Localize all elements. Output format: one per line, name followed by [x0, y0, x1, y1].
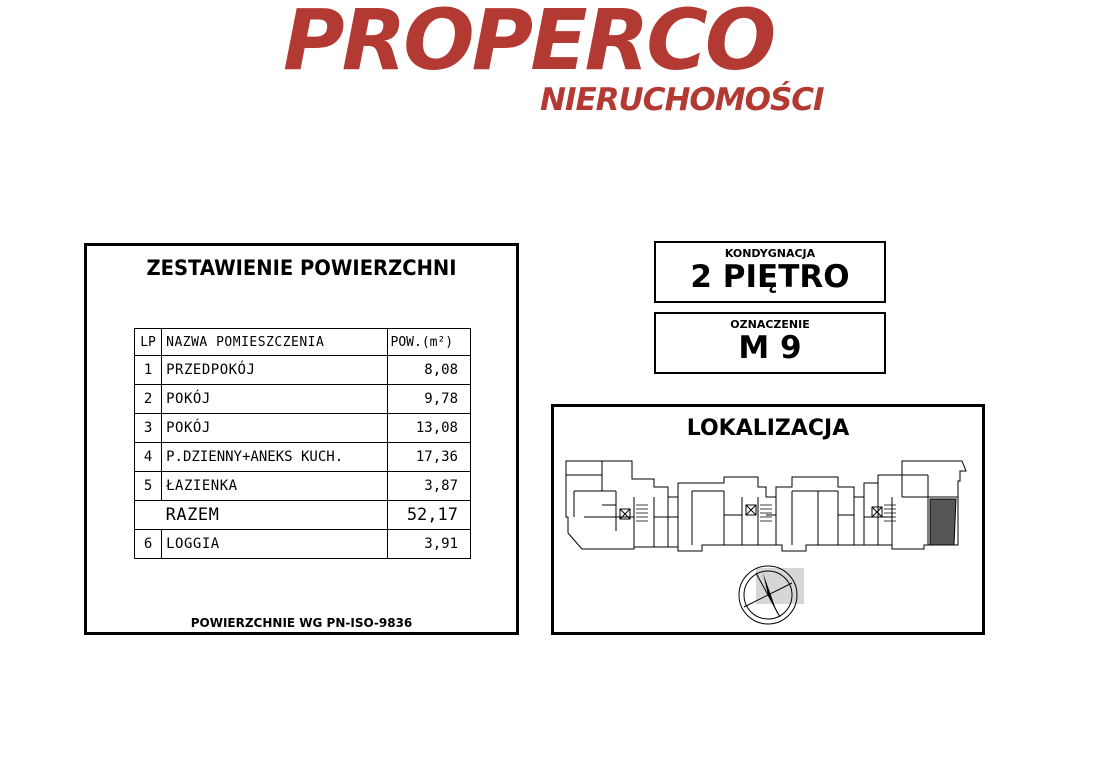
floor-label: KONDYGNACJA [724, 247, 816, 260]
table-row [135, 385, 471, 414]
area-footnote: POWIERZCHNIE WG PN-ISO-9836 [190, 616, 413, 630]
row-area: 3,91 [387, 530, 470, 559]
table-row [135, 414, 471, 443]
north-compass-icon [734, 565, 812, 633]
floor-box [654, 241, 886, 303]
row-lp: 1 [135, 356, 162, 385]
row-area: 9,78 [387, 385, 470, 414]
header-lp: LP [135, 329, 162, 356]
unit-label: OZNACZENIE [730, 318, 810, 331]
table-row [135, 472, 471, 501]
total-label: RAZEM [162, 501, 387, 530]
row-area: 8,08 [387, 356, 470, 385]
brand-logo [283, 0, 828, 89]
total-area: 52,17 [387, 501, 470, 530]
table-header-row [135, 329, 471, 356]
row-room-name: ŁAZIENKA [162, 472, 387, 501]
floor-value: 2 PIĘTRO [690, 259, 850, 295]
unit-box [654, 312, 886, 374]
area-table [134, 328, 471, 559]
row-lp: 4 [135, 443, 162, 472]
table-row [135, 443, 471, 472]
header-room-name: NAZWA POMIESZCZENIA [162, 329, 387, 356]
row-area: 3,87 [387, 472, 470, 501]
unit-value: M 9 [738, 330, 802, 366]
highlighted-unit [930, 499, 956, 545]
header-area: POW.(m²) [387, 329, 470, 356]
building-plan [562, 457, 972, 557]
table-row [135, 356, 471, 385]
row-room-name: POKÓJ [162, 414, 387, 443]
location-panel [551, 404, 985, 635]
total-row [135, 501, 471, 530]
total-lp [135, 501, 162, 530]
row-lp: 6 [135, 530, 162, 559]
location-title: LOKALIZACJA [686, 416, 850, 441]
row-room-name: PRZEDPOKÓJ [162, 356, 387, 385]
brand-logo-text: PROPERCO [283, 0, 774, 89]
area-summary-panel [84, 243, 519, 635]
row-lp: 2 [135, 385, 162, 414]
row-lp: 5 [135, 472, 162, 501]
row-room-name: POKÓJ [162, 385, 387, 414]
row-area: 17,36 [387, 443, 470, 472]
row-area: 13,08 [387, 414, 470, 443]
area-summary-title: ZESTAWIENIE POWIERZCHNI [146, 256, 457, 280]
brand-subtitle: NIERUCHOMOŚCI [540, 82, 824, 118]
row-room-name: P.DZIENNY+ANEKS KUCH. [162, 443, 387, 472]
row-room-name: LOGGIA [162, 530, 387, 559]
row-lp: 3 [135, 414, 162, 443]
table-row [135, 530, 471, 559]
